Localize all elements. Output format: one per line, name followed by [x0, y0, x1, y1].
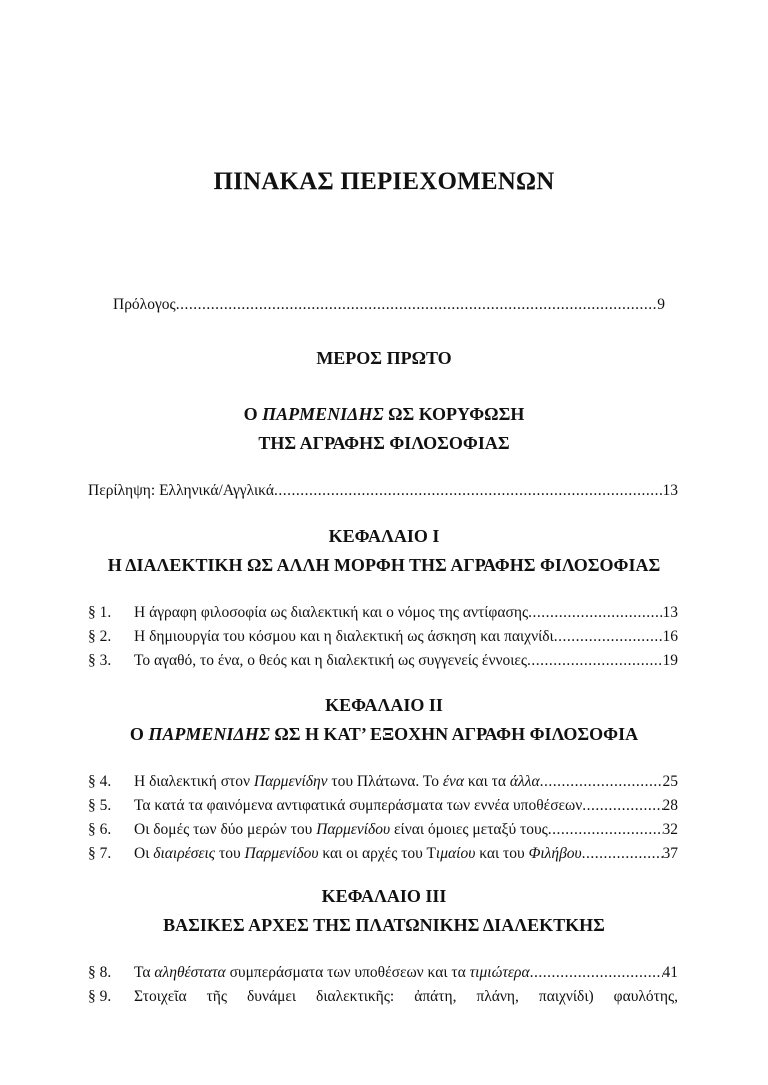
leader-dots — [540, 773, 663, 791]
toc-entry-prologue — [113, 296, 665, 314]
entry-label: Περίληψη: Ελληνικά/Αγγλικά — [88, 482, 274, 499]
page-title: ΠΙΝΑΚΑΣ ΠΕΡΙΕΧΟΜΕΝΩΝ — [213, 168, 555, 195]
chapter1-label: ΚΕΦΑΛΑΙΟ Ι — [328, 526, 440, 546]
section-number: § 7. — [88, 845, 112, 862]
entry-label: Στοιχεῖα τῆς δυνάμει διαλεκτικῆς: ἀπάτη, πλάνη, παιχνίδι) φαυλότης, — [134, 988, 678, 1005]
leader-dots — [528, 604, 662, 622]
page-number: 13 — [662, 482, 678, 499]
section-number: § 6. — [88, 821, 112, 838]
page-number: 37 — [662, 845, 678, 862]
leader-dots — [582, 845, 663, 863]
italic-title: ΠΑΡΜΕΝΙΔΗΣ — [148, 724, 270, 744]
chapter3-label: ΚΕΦΑΛΑΙΟ ΙΙΙ — [321, 886, 447, 906]
entry-label: Τα κατά τα φαινόμενα αντιφατικά συμπεράσματα των εννέα υποθέσεων — [134, 797, 583, 814]
leader-dots — [274, 482, 663, 500]
section-number: § 3. — [88, 652, 112, 669]
toc-entry — [88, 604, 678, 622]
leader-dots — [530, 964, 663, 982]
section-number: § 1. — [88, 604, 112, 621]
leader-dots — [582, 797, 662, 815]
section-number: § 2. — [88, 628, 112, 645]
toc-entry: § 8. Τα αληθέστατα συμπεράσματα των υποθέσεων και τα τιμιώτερα ..... 41 — [88, 964, 678, 982]
section-number: § 5. — [88, 797, 112, 814]
toc-entry — [88, 797, 678, 815]
part-title-line2: ΤΗΣ ΑΓΡΑΦΗΣ ΦΙΛΟΣΟΦΙΑΣ — [258, 433, 510, 453]
leader-dots — [176, 296, 658, 314]
leader-dots — [548, 821, 663, 839]
page-number: 16 — [662, 628, 678, 645]
page-number: 9 — [657, 296, 665, 313]
section-number: § 8. — [88, 964, 112, 981]
leader-dots — [554, 628, 663, 646]
page-number: 19 — [662, 652, 678, 669]
toc-entry: § 4. Η διαλεκτική στον Παρμενίδην του Πλάτωνα. Το ένα και τα άλλα ..... 25 — [88, 773, 678, 791]
chapter3-title: ΒΑΣΙΚΕΣ ΑΡΧΕΣ ΤΗΣ ΠΛΑΤΩΝΙΚΗΣ ΔΙΑΛΕΚΤΚΗΣ — [163, 915, 605, 935]
toc-entry — [88, 628, 678, 646]
part-heading: ΜΕΡΟΣ ΠΡΩΤΟ — [316, 348, 452, 368]
italic-title: ΠΑΡΜΕΝΙΔΗΣ — [262, 404, 384, 424]
part-title-line1: Ο ΠΑΡΜΕΝΙΔΗΣ ΩΣ ΚΟΡΥΦΩΣΗ — [243, 404, 525, 424]
chapter2-title: Ο ΠΑΡΜΕΝΙΔΗΣ ΩΣ Η ΚΑΤ’ ΕΞΟΧΗΝ ΑΓΡΑΦΗ ΦΙΛΟΣΟΦΙΑ — [129, 724, 639, 744]
leader-dots — [527, 652, 662, 670]
entry-label: Πρόλογος — [113, 296, 176, 313]
entry-label: Η δημιουργία του κόσμου και η διαλεκτική ως άσκηση και παιχνίδι — [134, 628, 554, 645]
section-number: § 4. — [88, 773, 112, 790]
page-number: 41 — [662, 964, 678, 981]
toc-entry — [88, 652, 678, 670]
chapter2-label: ΚΕΦΑΛΑΙΟ ΙΙ — [325, 695, 443, 715]
page-number: 13 — [662, 604, 678, 621]
section-number: § 9. — [88, 988, 112, 1005]
entry-label: Η άγραφη φιλοσοφία ως διαλεκτική και ο νόμος της αντίφασης — [134, 604, 529, 621]
chapter1-title: Η ΔΙΑΛΕΚΤΙΚΗ ΩΣ ΑΛΛΗ ΜΟΡΦΗ ΤΗΣ ΑΓΡΑΦΗΣ ΦΙΛΟΣΟΦΙΑΣ — [107, 555, 661, 575]
page-number: 32 — [662, 821, 678, 838]
toc-entry-summary — [88, 482, 678, 500]
page-number: 25 — [662, 773, 678, 790]
page-number: 28 — [662, 797, 678, 814]
toc-entry: § 6. Οι δομές των δύο μερών του Παρμενίδου είναι όμοιες μεταξύ τους ..... 32 — [88, 821, 678, 839]
entry-label: Το αγαθό, το ένα, ο θεός και η διαλεκτική ως συγγενείς έννοιες — [134, 652, 528, 669]
toc-entry: § 7. Οι διαιρέσεις του Παρμενίδου και οι αρχές του Τιμαίου και του Φιλήβου ..... 37 — [88, 845, 678, 863]
